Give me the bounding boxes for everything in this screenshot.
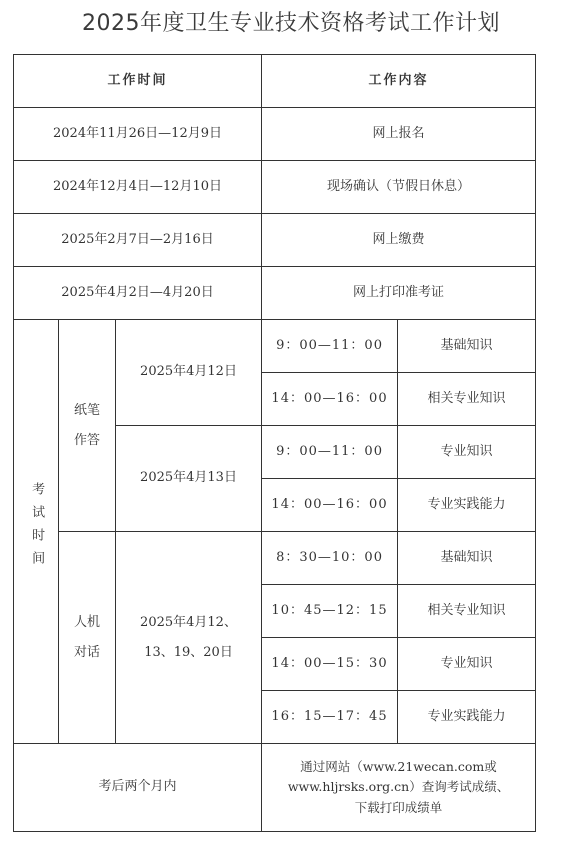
table-row <box>14 214 536 267</box>
table-row <box>14 532 536 585</box>
row-content: 网上报名 <box>262 108 536 161</box>
session-time: 14：00—16：00 <box>262 373 398 426</box>
table-row <box>14 161 536 214</box>
session-time: 9：00—11：00 <box>262 320 398 373</box>
row-time: 2025年4月2日—4月20日 <box>14 267 262 320</box>
row-time: 2025年2月7日—2月16日 <box>14 214 262 267</box>
exam-date-line: 13、19、20日 <box>144 644 233 660</box>
session-subject: 相关专业知识 <box>398 585 536 638</box>
computer-exam-dates <box>116 532 262 744</box>
session-time: 14：00—15：30 <box>262 638 398 691</box>
session-subject: 专业知识 <box>398 426 536 479</box>
results-line: 通过网站（www.21wecan.com或 <box>300 758 497 774</box>
session-subject: 基础知识 <box>398 532 536 585</box>
paper-mode-cell <box>59 320 116 532</box>
row-time: 2024年11月26日—12月9日 <box>14 108 262 161</box>
session-subject: 专业实践能力 <box>398 479 536 532</box>
session-subject: 基础知识 <box>398 320 536 373</box>
page-title: 2025年度卫生专业技术资格考试工作计划 <box>82 11 500 36</box>
results-line: 下载打印成绩单 <box>354 799 443 815</box>
header-time: 工作时间 <box>14 55 262 108</box>
exam-schedule-table <box>13 54 536 832</box>
row-content: 现场确认（节假日休息） <box>262 161 536 214</box>
session-time: 16：15—17：45 <box>262 691 398 744</box>
session-time: 14：00—16：00 <box>262 479 398 532</box>
exam-date-line: 2025年4月12、 <box>140 614 237 630</box>
results-line: www.hljrsks.org.cn）查询考试成绩、 <box>287 779 510 795</box>
session-subject: 专业知识 <box>398 638 536 691</box>
results-time: 考后两个月内 <box>14 744 262 832</box>
row-content: 网上打印准考证 <box>262 267 536 320</box>
exam-time-label: 考试时间 <box>29 481 45 574</box>
table-row <box>14 108 536 161</box>
table-row <box>14 744 536 832</box>
computer-mode-cell <box>59 532 116 744</box>
exam-time-label-cell <box>14 320 59 744</box>
session-time: 10：45—12：15 <box>262 585 398 638</box>
header-content: 工作内容 <box>262 55 536 108</box>
results-content <box>262 744 536 832</box>
exam-date: 2025年4月12日 <box>116 320 262 426</box>
computer-mode-label: 人机对话 <box>73 614 100 660</box>
table-row <box>14 320 536 373</box>
session-subject: 专业实践能力 <box>398 691 536 744</box>
exam-date: 2025年4月13日 <box>116 426 262 532</box>
paper-mode-label: 纸笔作答 <box>73 402 100 448</box>
row-time: 2024年12月4日—12月10日 <box>14 161 262 214</box>
table-header-row <box>14 55 536 108</box>
row-content: 网上缴费 <box>262 214 536 267</box>
session-subject: 相关专业知识 <box>398 373 536 426</box>
table-row <box>14 267 536 320</box>
session-time: 9：00—11：00 <box>262 426 398 479</box>
session-time: 8：30—10：00 <box>262 532 398 585</box>
